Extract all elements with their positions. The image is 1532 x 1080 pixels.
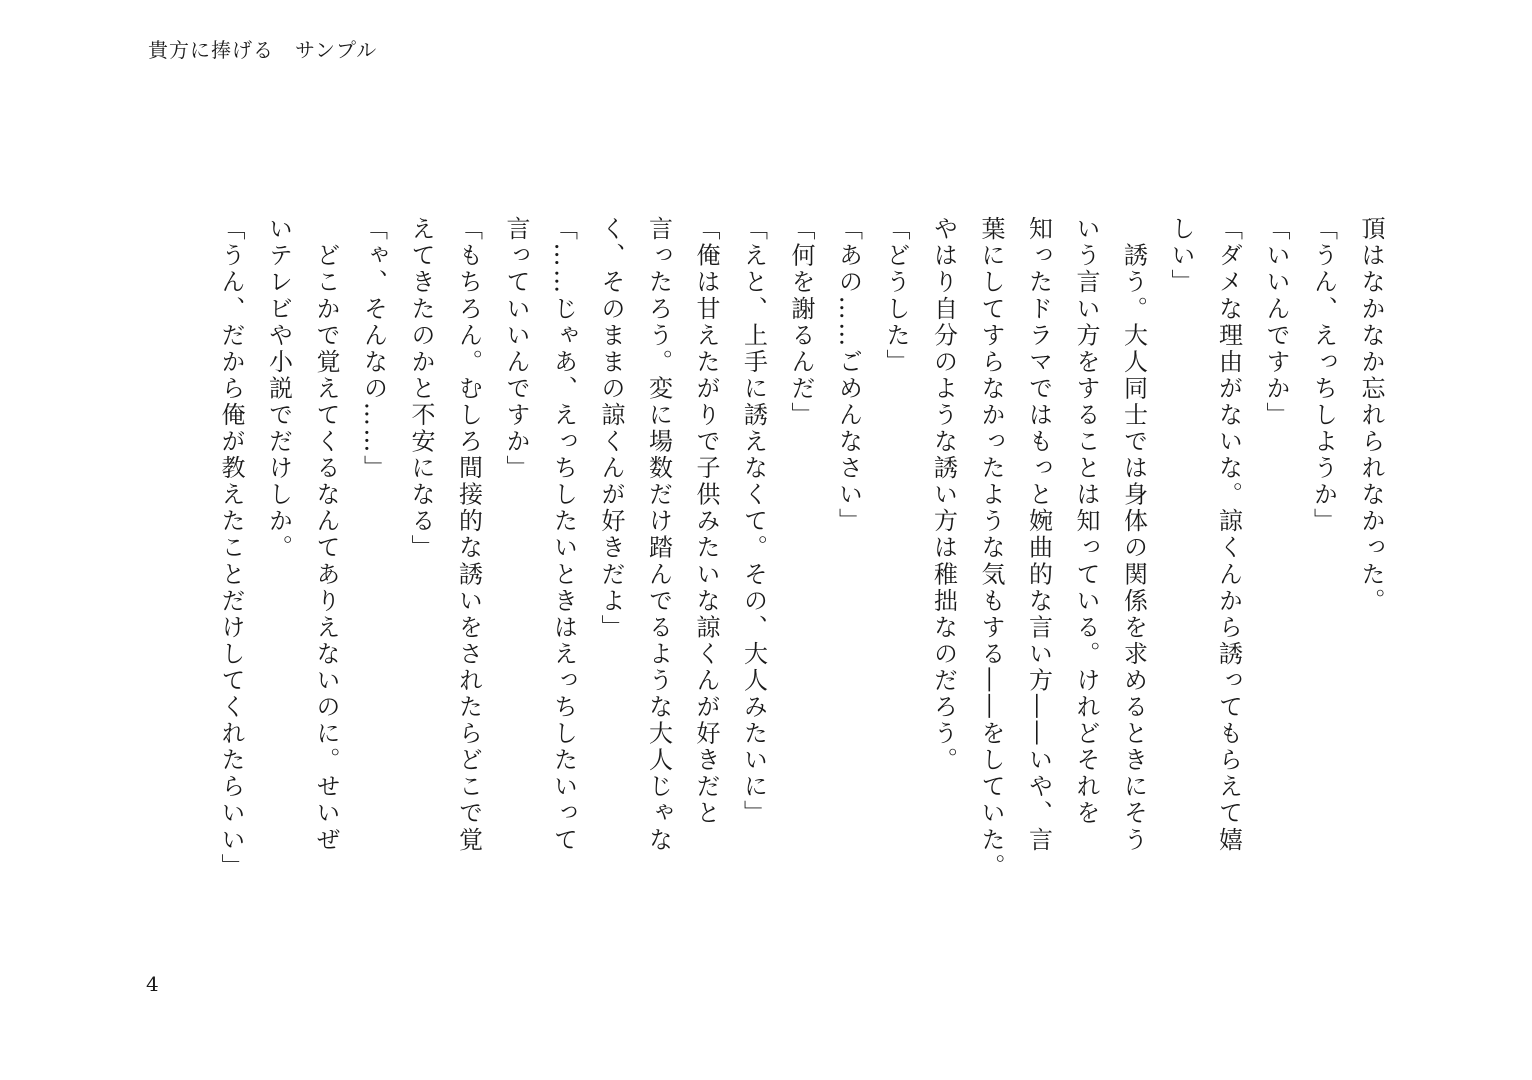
text-line: どこかで覚えてくるなんてありえないのに。せいぜ	[312, 216, 340, 854]
text-line: 言ったろう。変に場数だけ踏んでるような大人じゃな	[644, 216, 673, 854]
text-line: 「いいんですか」	[1262, 216, 1290, 429]
text-line: いテレビや小説でだけしか。	[264, 216, 293, 562]
text-line: えてきたのかと不安になる」	[407, 216, 435, 562]
text-line: 「俺は甘えたがりで子供みたいな諒くんが好きだと	[692, 216, 720, 827]
text-line: 「うん、だから俺が教えたことだけしてくれたらいい」	[217, 216, 245, 880]
text-line: いう言い方をすることは知っている。けれどそれを	[1072, 216, 1100, 827]
text-line: く、そのままの諒くんが好きだよ」	[597, 216, 625, 641]
vertical-body-text	[174, 216, 1394, 886]
text-line: やはり自分のような誘い方は稚拙なのだろう。	[929, 216, 958, 774]
text-line: 「どうした」	[882, 216, 910, 376]
text-line: 知ったドラマではもっと婉曲的な言い方――いや、言	[1024, 216, 1053, 854]
text-line: 「うん、えっちしようか」	[1309, 216, 1338, 535]
text-line: 言っていいんですか」	[502, 216, 530, 482]
text-line: 「えと、上手に誘えなくて。その、大人みたいに」	[739, 216, 768, 827]
text-line: 葉にしてすらなかったような気もする――をしていた。	[977, 216, 1005, 880]
text-line: 「あの……ごめんなさい」	[834, 216, 863, 535]
text-line: 「もちろん。むしろ間接的な誘いをされたらどこで覚	[454, 216, 483, 854]
text-line: 頂はなかなか忘れられなかった。	[1357, 216, 1385, 615]
running-header: 貴方に捧げる サンプル	[148, 38, 378, 62]
text-line: 「……じゃあ、えっちしたいときはえっちしたいって	[549, 216, 578, 854]
text-line: 「ゃ、そんなの……」	[359, 216, 388, 482]
text-line: 「ダメな理由がないな。諒くんから誘ってもらえて嬉	[1214, 216, 1243, 854]
text-line: 「何を謝るんだ」	[787, 216, 815, 429]
text-line: 誘う。大人同士では身体の関係を求めるときにそう	[1119, 216, 1148, 854]
text-line: しい」	[1167, 216, 1195, 296]
page-number: 4	[146, 972, 159, 996]
